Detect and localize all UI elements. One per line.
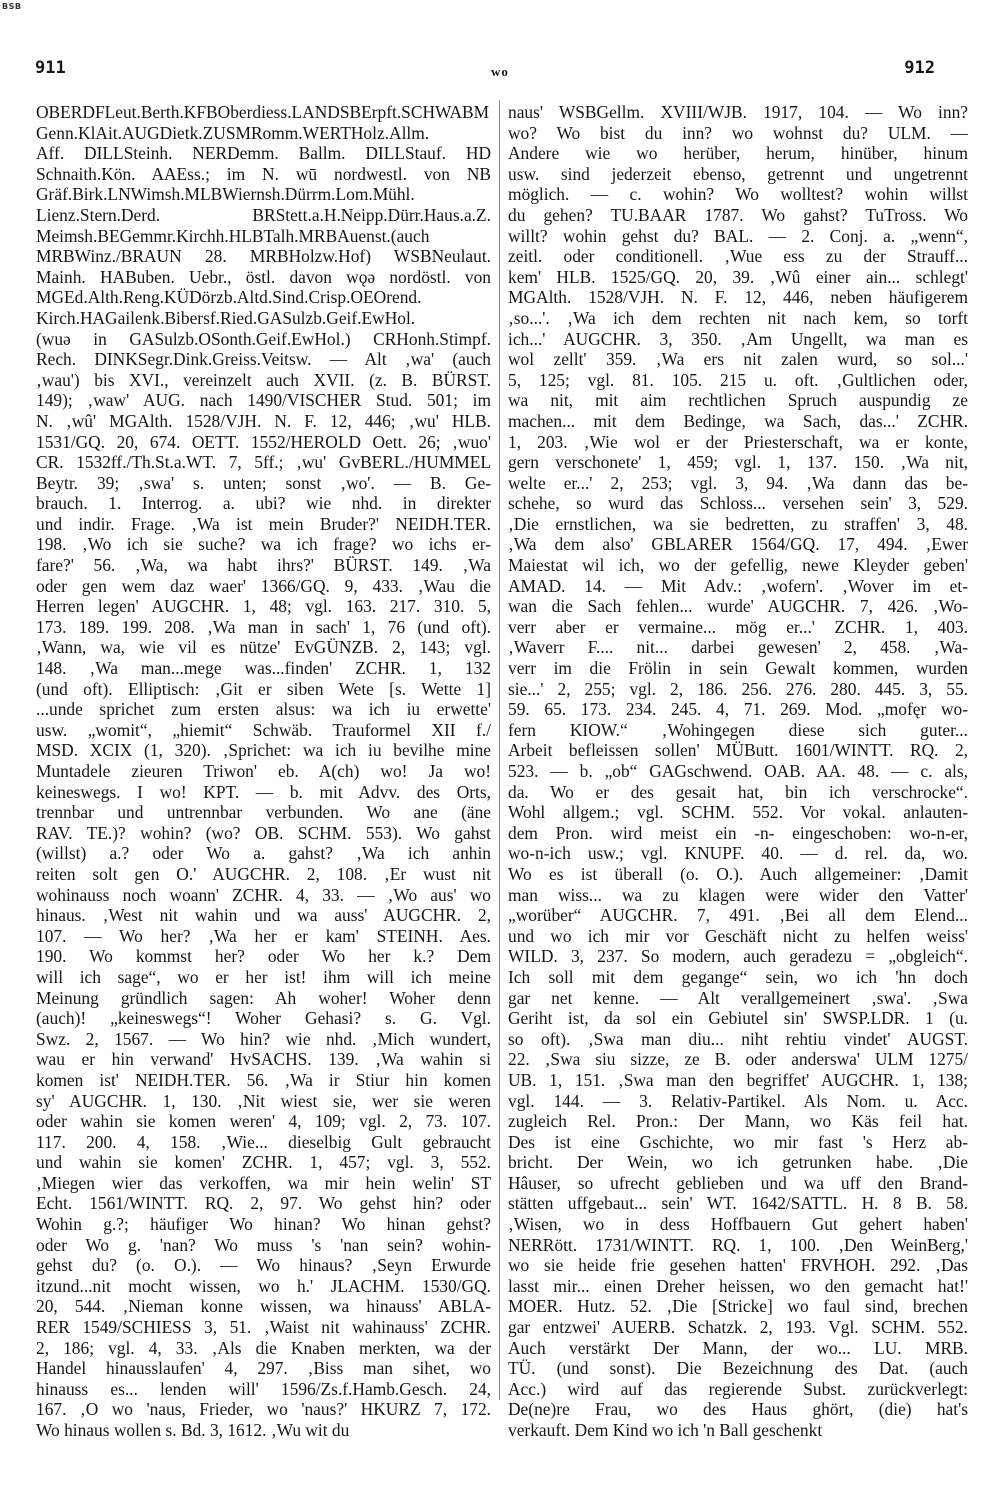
text-line: oder gen wem daz waer' 1366/GQ. 9, 433. ‚Wau die: [36, 575, 491, 596]
text-line: Andere wie wo herüber, herum, hinüber, hinum: [508, 143, 968, 164]
text-line: Acc.) wird auf das regierende Subst. zurückverlegt:: [508, 1378, 968, 1399]
text-line: und wo ich mir vor Geschäft nicht zu helfen weiss': [508, 925, 968, 946]
text-line: verr im die Frölin in sein Gewalt kommen, wurden: [508, 658, 968, 679]
text-line: Rech. DINKSegr.Dink.Greiss.Veitsw. — Alt ‚wa' (auch: [36, 349, 491, 370]
text-line: Auch verstärkt Der Mann, der wo... LU. MRB.: [508, 1337, 968, 1358]
text-line: wo sie heide frie gesehen hatten' FRVHOH. 292. ‚Das: [508, 1255, 968, 1276]
text-line: ‚Miegen wier das verkoffen, wa mir hein welin' ST: [36, 1172, 491, 1193]
text-line: MGAlth. 1528/VJH. N. F. 12, 446, neben häufigerem: [508, 287, 968, 308]
text-line: Swz. 2, 1567. — Wo hin? wie nhd. ‚Mich wundert,: [36, 1028, 491, 1049]
text-line: wan die Sach fehlen... wurde' AUGCHR. 7, 426. ‚Wo-: [508, 596, 968, 617]
text-line: will ich sage“, wo er her ist! ihm will ich meine: [36, 966, 491, 987]
text-line: ‚Wisen, wo in dess Hoffbauern Gut gehert haben': [508, 1214, 968, 1235]
text-line: OBERDFLeut.Berth.KFBOberdiess.LANDSBErpft.SCHWABM: [36, 102, 490, 122]
text-line: 20, 544. ‚Nieman konne wissen, wa hinauss' ABLA-: [36, 1296, 491, 1317]
text-line: fare?' 56. ‚Wa, wa habt ihrs?' BÜRST. 149. ‚Wa: [36, 555, 491, 576]
text-line: itzund...nit mocht wissen, wo h.' JLACHM. 1530/GQ.: [36, 1275, 491, 1296]
text-line: MRBWinz./BRAUN 28. MRBHolzw.Hof) WSBNeulaut.: [36, 246, 491, 267]
text-line: wohinauss noch woann' ZCHR. 4, 33. — ‚Wo aus' wo: [36, 884, 491, 905]
text-line: 22. ‚Swa siu sizze, ze B. oder anderswa' ULM 1275/: [508, 1049, 968, 1070]
text-line: Kirch.HAGailenk.Bibersf.Ried.GASulzb.Geif.EwHol.: [36, 307, 416, 328]
text-line: zeitl. oder conditionell. ‚Wue ess zu der Strauff...: [508, 246, 968, 267]
text-line: RER 1549/SCHIESS 3, 51. ‚Waist nit wahinauss' ZCHR.: [36, 1317, 491, 1338]
text-line: RAV. TE.)? wohin? (wo? OB. SCHM. 553). Wo gahst: [36, 822, 491, 843]
text-line: Arbeit befleissen sollen' MÜButt. 1601/WINTT. RQ. 2,: [508, 740, 968, 761]
text-line: reiten solt gen O.' AUGCHR. 2, 108. ‚Er wust nit: [36, 863, 491, 884]
text-line: verr aber er vermaine... mög er...' ZCHR. 1, 403.: [508, 616, 968, 637]
text-line: brauch. 1. Interrog. a. ubi? wie nhd. in direkter: [36, 493, 491, 514]
text-line: Geriht ist, da sol ein Gebiutel sin' SWSP.LDR. 1 (u.: [508, 1008, 968, 1029]
text-line: usw. „womit“, „hiemit“ Schwäb. Trauformel XII f./: [36, 719, 491, 740]
text-line: 1, 203. ‚Wie wol er der Priesterschaft, wa er konte,: [508, 431, 968, 452]
text-line: naus' WSBGellm. XVIII/WJB. 1917, 104. — Wo inn?: [508, 102, 968, 122]
text-line: Ich soll mit dem gegange“ sein, wo ich 'hn doch: [508, 966, 968, 987]
text-line: wau er hin verwand' HvSACHS. 139. ‚Wa wahin si: [36, 1049, 491, 1070]
text-line: Des ist eine Gschichte, wo mir fast 's Herz ab-: [508, 1131, 968, 1152]
text-line: Genn.KlAit.AUGDietk.ZUSMRomm.WERTHolz.Allm.: [36, 122, 430, 143]
right-column: [508, 102, 968, 1441]
text-line: gern verschonete' 1, 459; vgl. 1, 137. 150. ‚Wa nit,: [508, 452, 968, 473]
text-line: wol zellt' 359. ‚Wa ers nit zalen wurd, so sol...': [508, 349, 968, 370]
text-line: 167. ‚O wo 'naus, Frieder, wo 'naus?' HKURZ 7, 172.: [36, 1399, 491, 1420]
text-line: NERRött. 1731/WINTT. RQ. 1, 100. ‚Den WeinBerg,': [508, 1234, 968, 1255]
text-line: Wohin g.?; häufiger Wo hinan? Wo hinan gehst?: [36, 1214, 491, 1235]
text-line: und wahin sie komen' ZCHR. 1, 457; vgl. 3, 552.: [36, 1152, 491, 1173]
text-line: 2, 186; vgl. 4, 33. ‚Als die Knaben merkten, wa der: [36, 1337, 491, 1358]
text-line: bricht. Der Wein, wo ich getrunken habe. ‚Die: [508, 1152, 968, 1173]
text-line: MGEd.Alth.Reng.KÜDörzb.Altd.Sind.Crisp.OEOrend.: [36, 287, 422, 308]
text-line: oder Wo g. 'nan? Wo muss 's 'nan sein? wohin-: [36, 1234, 491, 1255]
text-line: Maiestat wil ich, wo der gefellig, newe Kleyder geben': [508, 555, 968, 576]
text-line: 523. — b. „ob“ GAGschwend. OAB. AA. 48. — c. als,: [508, 761, 968, 781]
text-line: kem' HLB. 1525/GQ. 20, 39. ‚Wû einer ain... schlegt': [508, 266, 968, 287]
text-line: wo-n-ich usw.; vgl. KNUPF. 40. — d. rel. da, wo.: [508, 843, 968, 864]
text-line: welte er...' 2, 253; vgl. 3, 94. ‚Wa dann das be-: [508, 472, 968, 493]
text-line: Schnaith.Kön. AAEss.; im N. wū nordwestl. von NB: [36, 163, 491, 184]
text-line: Echt. 1561/WINTT. RQ. 2, 97. Wo gehst hin? oder: [36, 1193, 491, 1214]
text-line: zugleich Rel. Pron.: Der Mann, wo Käs feil hat.: [508, 1111, 968, 1132]
text-line: da. Wo er des gesait hat, bin ich verschrocke“.: [508, 781, 968, 802]
text-line: N. ‚wû' MGAlth. 1528/VJH. N. F. 12, 446; ‚wu' HLB.: [36, 410, 491, 431]
text-line: (auch)! „keineswegs“! Woher Gehasi? s. G. Vgl.: [36, 1008, 491, 1029]
text-line: TÜ. (und sonst). Die Bezeichnung des Dat. (auch: [508, 1358, 968, 1379]
text-line: Wo hinaus wollen s. Bd. 3, 1612. ‚Wu wit du: [36, 1420, 350, 1440]
text-line: MOER. Hutz. 52. ‚Die [Stricke] wo faul sind, brechen: [508, 1296, 968, 1317]
text-line: gehst du? (o. O.). — Wo hinaus? ‚Seyn Erwurde: [36, 1255, 491, 1276]
text-line: 148. ‚Wa man...mege was...finden' ZCHR. 1, 132: [36, 658, 491, 679]
text-line: dem Pron. wird meist ein -n- eingeschoben: wo-n-er,: [508, 822, 968, 843]
text-line: hinauss es... lenden will' 1596/Zs.f.Hamb.Gesch. 24,: [36, 1378, 491, 1399]
text-line: Mainh. HABuben. Uebr., östl. davon wǫə nordöstl. von: [36, 266, 491, 287]
text-line: ‚wau') bis XVI., vereinzelt auch XVII. (z. B. BÜRST.: [36, 369, 491, 390]
text-line: 117. 200. 4, 158. ‚Wie... dieselbig Gult gebraucht: [36, 1131, 491, 1152]
text-line: Aff. DILLSteinh. NERDemm. Ballm. DILLStauf. HD: [36, 143, 491, 164]
text-line: fern KIOW.“ ‚Wohingegen diese sich guter...: [508, 719, 968, 740]
text-line: Gräf.Birk.LNWimsh.MLBWiernsh.Dürrm.Lom.Mühl.: [36, 184, 415, 205]
text-line: so oft). ‚Swa man diu... niht rehtiu vindet' AUGST.: [508, 1028, 968, 1049]
text-line: Meinung gründlich sagen: Ah woher! Woher denn: [36, 987, 491, 1008]
text-line: 5, 125; vgl. 81. 105. 215 u. oft. ‚Gultlichen oder,: [508, 369, 968, 390]
text-line: ‚Die ernstlichen, wa sie bedretten, zu straffen' 3, 48.: [508, 513, 968, 534]
text-line: MSD. XCIX (1, 320). ‚Sprichet: wa ich iu bevilhe mine: [36, 740, 491, 761]
text-line: ‚so...'. ‚Wa ich dem rechten nit nach kem, so torft: [508, 307, 968, 328]
text-line: verkauft. Dem Kind wo ich 'n Ball geschenkt: [508, 1420, 823, 1440]
text-line: hinaus. ‚West nit wahin und wa auss' AUGCHR. 2,: [36, 905, 491, 926]
library-stamp: BSB: [2, 2, 22, 11]
text-line: willt? wohin gehst du? BAL. — 2. Conj. a. „wenn“,: [508, 225, 968, 246]
text-line: AMAD. 14. — Mit Adv.: ‚wofern'. ‚Wover im et-: [508, 575, 968, 596]
text-line: man wiss... wa zu klagen were wider den Vatter': [508, 884, 968, 905]
text-line: Wohl allgem.; vgl. SCHM. 552. Vor vokal. anlauten-: [508, 802, 968, 823]
text-line: Hâuser, so ufrecht geblieben und wa uff den Brand-: [508, 1172, 968, 1193]
column-divider: [499, 100, 500, 1400]
text-line: wa nit, mit aim rechtlichen Spruch auspundig ze: [508, 390, 968, 411]
text-line: ‚Wa dem also' GBLARER 1564/GQ. 17, 494. ‚Ewer: [508, 534, 968, 555]
text-line: keineswegs. I wo! KPT. — b. mit Advv. des Orts,: [36, 781, 491, 802]
text-line: (willst) a.? oder Wo a. gahst? ‚Wa ich anhin: [36, 843, 491, 864]
text-line: ‚Waverr F.... nit... darbei gewesen' 2, 458. ‚Wa-: [508, 637, 968, 658]
text-line: 190. Wo kommst her? oder Wo her k.? Dem: [36, 946, 491, 967]
text-line: trennbar und untrennbar verbunden. Wo ane (äne: [36, 802, 491, 823]
text-line: stätten uffgebaut... sein' WT. 1642/SATTL. H. 8 B. 58.: [508, 1193, 968, 1214]
text-line: machen... mit dem Bedinge, wa Sach, das...' ZCHR.: [508, 410, 968, 431]
text-line: 149); ‚waw' AUG. nach 1490/VISCHER Stud. 501; im: [36, 390, 491, 411]
text-line: sie...' 2, 255; vgl. 2, 186. 256. 276. 280. 445. 3, 55.: [508, 678, 968, 699]
text-line: und indir. Frage. ‚Wa ist mein Bruder?' NEIDH.TER.: [36, 513, 491, 534]
text-line: Wo es ist überall (o. O.). Auch allgemeiner: ‚Damit: [508, 863, 968, 884]
text-line: Lienz.Stern.Derd. BRStett.a.H.Neipp.Dürr.Haus.a.Z.: [36, 204, 491, 225]
text-line: wo? Wo bist du inn? wo wohnst du? ULM. —: [508, 122, 968, 143]
text-line: gar net kenne. — Alt verallgemeinert ‚swa'. ‚Swa: [508, 987, 968, 1008]
text-line: 173. 189. 199. 208. ‚Wa man in sach' 1, 76 (und oft).: [36, 616, 491, 637]
text-line: vgl. 144. — 3. Relativ-Partikel. Als Nom. u. Acc.: [508, 1090, 968, 1111]
text-line: UB. 1, 151. ‚Swa man den begriffet' AUGCHR. 1, 138;: [508, 1069, 968, 1090]
text-line: (und oft). Elliptisch: ‚Git er siben Wete [s. Wette 1]: [36, 678, 491, 699]
text-line: oder wahin sie komen weren' 4, 109; vgl. 2, 73. 107.: [36, 1111, 491, 1132]
text-line: ...unde sprichet zum ersten alsus: wa ich iu erwette': [36, 699, 491, 720]
text-line: CR. 1532ff./Th.St.a.WT. 7, 5ff.; ‚wu' GvBERL./HUMMEL: [36, 452, 491, 473]
text-line: schehe, so wurd das Schloss... versehen sein' 3, 529.: [508, 493, 968, 514]
text-line: De(ne)re Frau, wo des Haus ghört, (die) hat's: [508, 1399, 968, 1420]
text-line: 59. 65. 173. 234. 245. 4, 71. 269. Mod. „mofęr wo-: [508, 699, 968, 720]
text-line: möglich. — c. wohin? Wo wolltest? wohin willst: [508, 184, 968, 205]
text-line: lasst mir... einen Dreher heissen, wo den gemacht hat!': [508, 1275, 968, 1296]
text-line: du gehen? TU.BAAR 1787. Wo gahst? TuTross. Wo: [508, 204, 968, 225]
running-headword: wo: [491, 64, 509, 79]
text-line: sy' AUGCHR. 1, 130. ‚Nit wiest sie, wer sie weren: [36, 1090, 491, 1111]
page-number-left: 911: [35, 58, 66, 78]
text-line: 198. ‚Wo ich sie suche? wa ich frage? wo ichs er-: [36, 534, 491, 555]
text-line: ich...' AUGCHR. 3, 350. ‚Am Ungellt, wa man es: [508, 328, 968, 349]
text-line: Beytr. 39; ‚swa' s. unten; sonst ‚wo'. — B. Ge-: [36, 472, 491, 493]
text-line: Meimsh.BEGemmr.Kirchh.HLBTalh.MRBAuenst.(auch: [36, 225, 430, 246]
text-line: Muntadele zieuren Triwon' eb. A(ch) wo! Ja wo!: [36, 761, 491, 781]
page-number-right: 912: [904, 58, 935, 78]
text-line: ‚Wann, wa, wie vil es nütze' EvGÜNZB. 2, 143; vgl.: [36, 637, 491, 658]
text-line: usw. sind jederzeit ebenso, getrennt und ungetrennt: [508, 163, 968, 184]
text-line: (wuə in GASulzb.OSonth.Geif.EwHol.) CRHonh.Stimpf.: [36, 328, 491, 349]
text-line: WILD. 3, 237. So modern, auch geradezu = „obgleich“.: [508, 946, 968, 967]
text-line: 107. — Wo her? ‚Wa her er kam' STEINH. Aes.: [36, 925, 491, 946]
text-line: komen ist' NEIDH.TER. 56. ‚Wa ir Stiur hin komen: [36, 1069, 491, 1090]
text-line: gar entzwei' AUERB. Schatzk. 2, 193. Vgl. SCHM. 552.: [508, 1317, 968, 1338]
text-line: „worüber“ AUGCHR. 7, 491. ‚Bei all dem Elend...: [508, 905, 968, 926]
text-line: Herren legen' AUGCHR. 1, 48; vgl. 163. 217. 310. 5,: [36, 596, 491, 617]
left-column: [36, 102, 491, 1441]
text-line: 1531/GQ. 20, 674. OETT. 1552/HEROLD Oett. 26; ‚wuo': [36, 431, 491, 452]
text-line: Handel hinausslaufen' 4, 297. ‚Biss man sihet, wo: [36, 1358, 491, 1379]
